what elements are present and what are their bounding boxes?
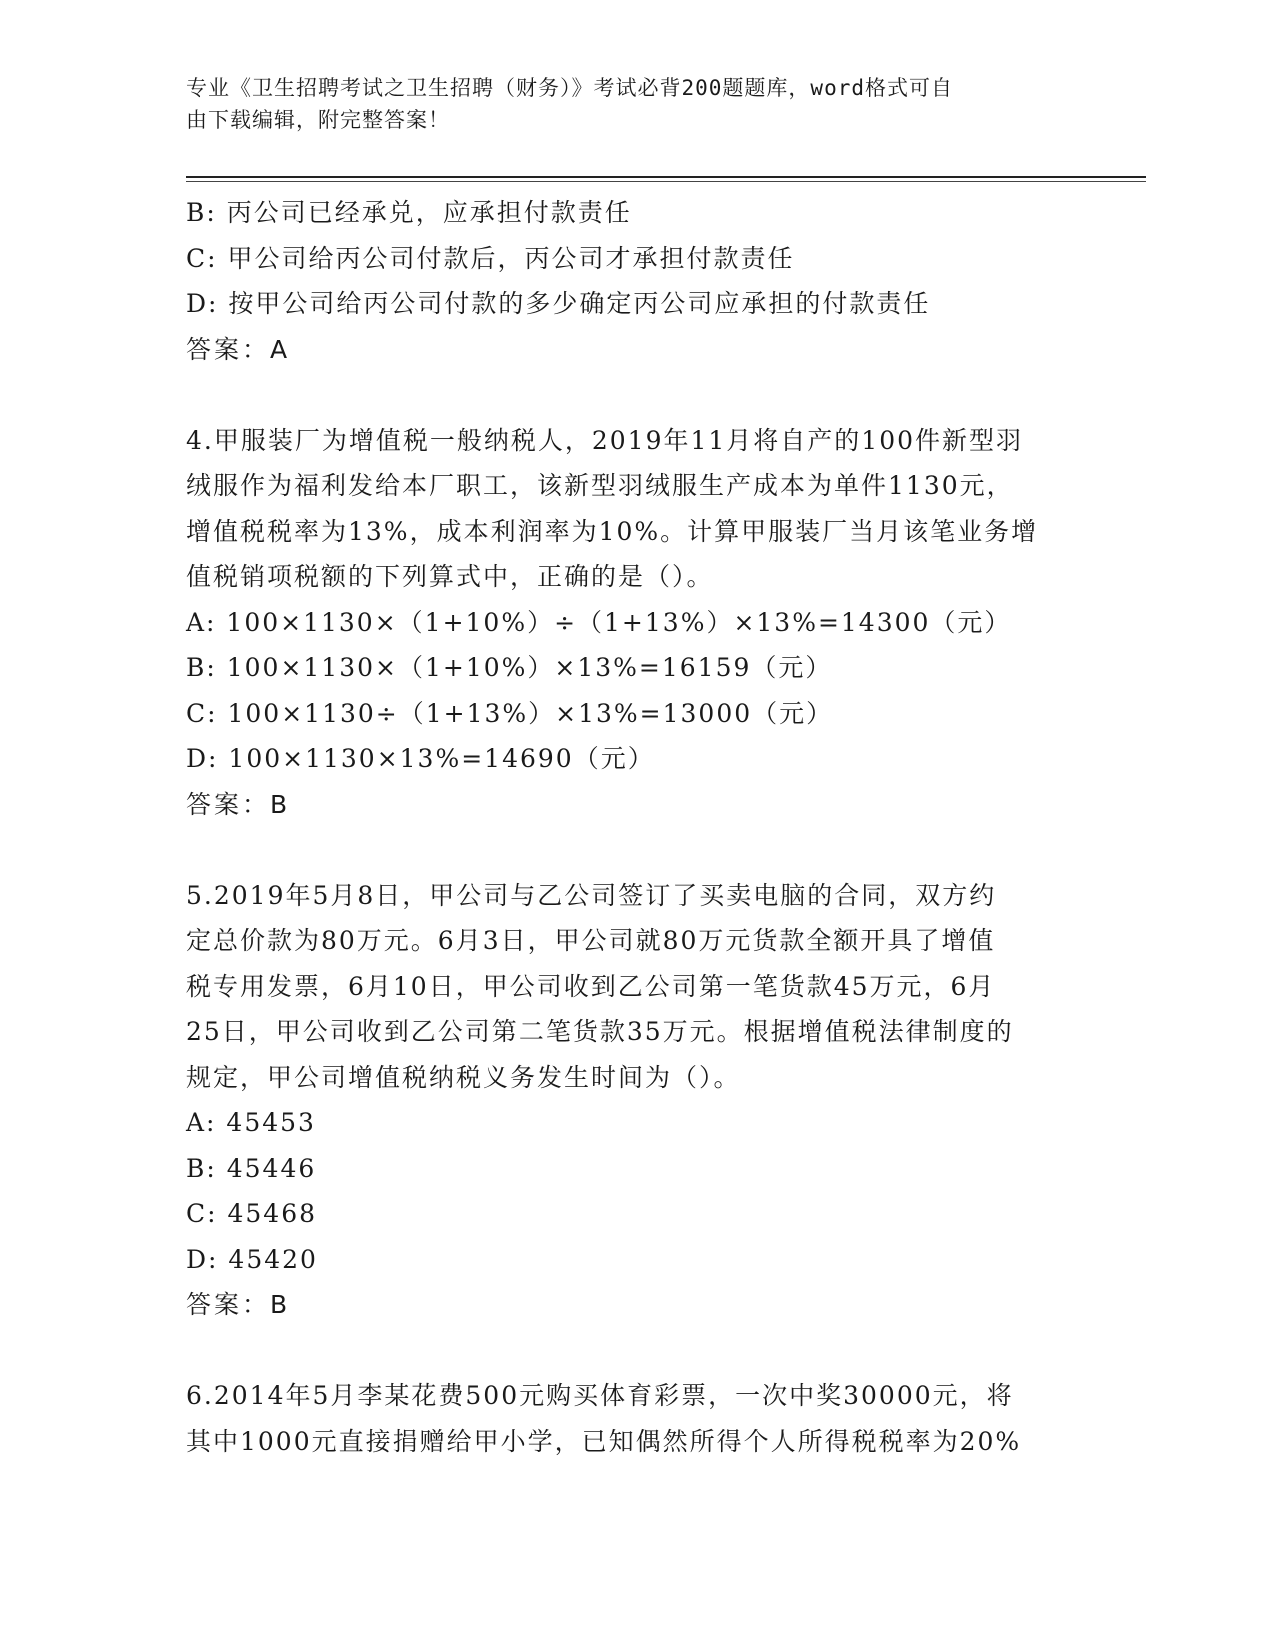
- q4-option-a: A: 100×1130×（1+10%）÷（1+13%）×13%=14300（元）: [186, 607, 1012, 637]
- q3-option-c: C: 甲公司给丙公司付款后，丙公司才承担付款责任: [186, 243, 795, 273]
- q4-option-d: D: 100×1130×13%=14690（元）: [186, 744, 655, 773]
- question-content: [186, 190, 1086, 1464]
- q4-stem-line-1: 4.甲服装厂为增值税一般纳税人，2019年11月将自产的100件新型羽: [186, 425, 1024, 455]
- q6-stem-line-2: 其中1000元直接捐赠给甲小学，已知偶然所得个人所得税税率为20%: [186, 1426, 1022, 1456]
- q4-option-c: C: 100×1130÷（1+13%）×13%=13000（元）: [186, 698, 834, 728]
- q5-option-c: C: 45468: [186, 1199, 318, 1228]
- q4-stem-line-4: 值税销项税额的下列算式中，正确的是（）。: [186, 562, 714, 591]
- q5-stem-line-5: 规定，甲公司增值税纳税义务发生时间为（）。: [186, 1062, 741, 1092]
- q3-option-d: D: 按甲公司给丙公司付款的多少确定丙公司应承担的付款责任: [186, 289, 931, 318]
- document-header: [186, 72, 1066, 136]
- header-rule-thin: [186, 181, 1146, 182]
- q4-answer: 答案：B: [186, 789, 291, 819]
- q4-stem-line-2: 绒服作为福利发给本厂职工，该新型羽绒服生产成本为单件1130元，: [186, 471, 1014, 500]
- q6-stem-line-1: 6.2014年5月李某花费500元购买体育彩票，一次中奖30000元，将: [186, 1381, 1014, 1410]
- header-rule-thick: [186, 176, 1146, 178]
- q5-stem-line-1: 5.2019年5月8日，甲公司与乙公司签订了买卖电脑的合同，双方约: [186, 880, 997, 910]
- q4-stem-line-3: 增值税税率为13%，成本利润率为10%。计算甲服装厂当月该笔业务增: [186, 516, 1039, 546]
- q5-stem-line-3: 税专用发票，6月10日，甲公司收到乙公司第一笔货款45万元，6月: [186, 971, 996, 1001]
- q5-option-a: A: 45453: [186, 1108, 316, 1137]
- q5-option-b: B: 45446: [186, 1153, 317, 1183]
- q4-option-b: B: 100×1130×（1+10%）×13%=16159（元）: [186, 653, 833, 682]
- header-line-2: 由下载编辑，附完整答案！: [186, 108, 450, 132]
- q5-option-d: D: 45420: [186, 1244, 318, 1274]
- q3-option-b: B: 丙公司已经承兑，应承担付款责任: [186, 198, 632, 227]
- q5-stem-line-4: 25日，甲公司收到乙公司第二笔货款35万元。根据增值税法律制度的: [186, 1017, 1014, 1046]
- q5-answer: 答案：B: [186, 1290, 291, 1319]
- header-line-1: 专业《卫生招聘考试之卫生招聘（财务）》考试必背200题题库，word格式可自: [186, 76, 953, 100]
- q3-answer: 答案：A: [186, 334, 291, 364]
- q5-stem-line-2: 定总价款为80万元。6月3日，甲公司就80万元货款全额开具了增值: [186, 926, 996, 955]
